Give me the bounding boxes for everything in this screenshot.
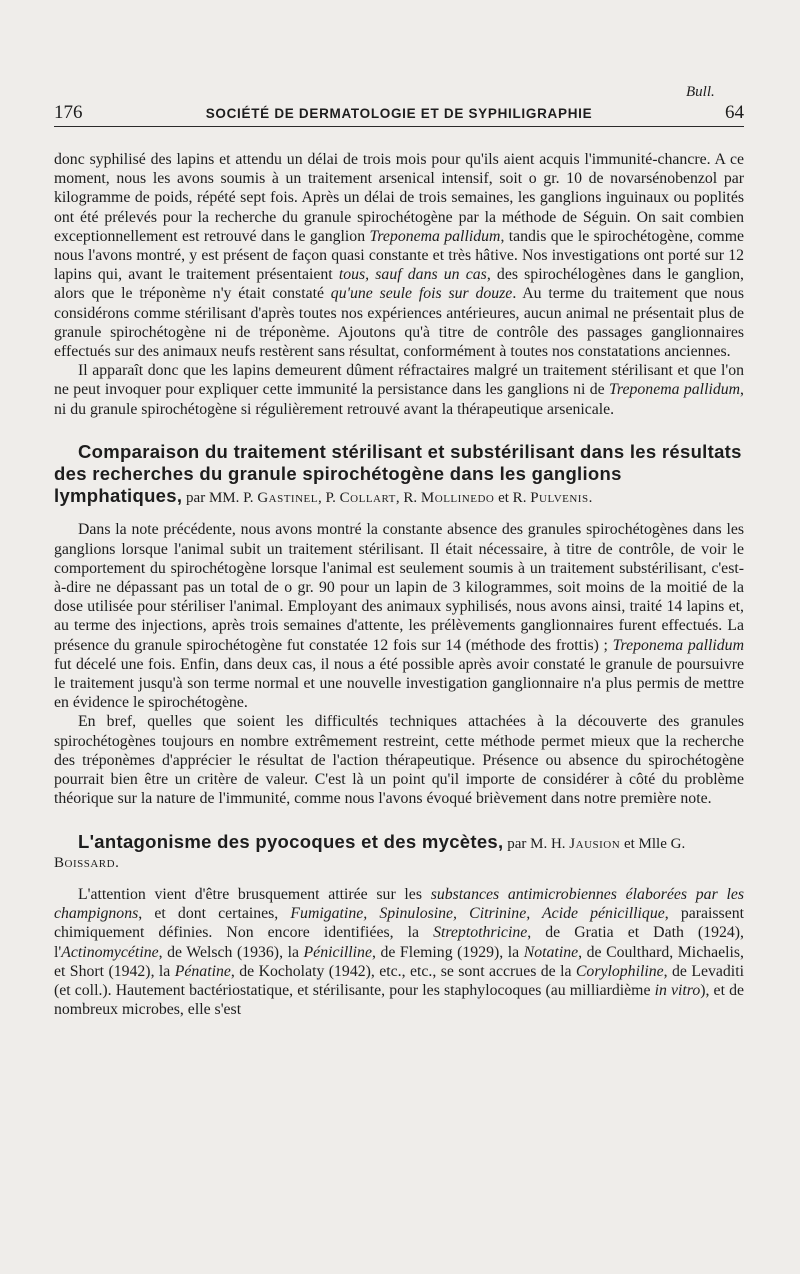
section-heading-antagonisme [54, 832, 744, 873]
text-run: L'attention vient d'être brusquement attirée sur les [78, 885, 431, 903]
text-run: , tandis que le spirochétogène, comme nous l'avons montré, y est présent de façon quasi constante et très hâtive. Nos investigations ont porté sur 12 lapins qui, avant le traitement présentaient [54, 227, 744, 284]
italic-run: Treponema pallidum [369, 227, 501, 245]
text-run: , de Kocholaty (1942), etc., etc., se sont accrues de la [230, 962, 576, 980]
author-name: Mollinedo [420, 490, 495, 507]
text-run: , des spirochélogènes dans le ganglion, alors que le tréponème n'y était constaté [54, 266, 744, 303]
italic-run: Treponema pallidum [612, 636, 744, 654]
text-run: , ni du granule spirochétogène si régulièrement retrouvé avant la thérapeutique arsenicale. [54, 381, 744, 418]
italic-run: Corylophiline [575, 962, 664, 980]
section-title: L'antagonisme des pyocoques et des mycètes, [78, 830, 504, 852]
author-prefix: par M. H. [507, 835, 566, 852]
italic-run: Notatine [523, 943, 579, 961]
author-separator: et Mlle G. [623, 835, 686, 852]
italic-run: qu'une seule fois sur douze [330, 285, 513, 303]
running-title: SOCIÉTÉ DE DERMATOLOGIE ET DE SYPHILIGRAPHIE [205, 106, 593, 121]
paragraph [54, 712, 744, 808]
text-run: , de Welsch (1936), la [158, 943, 304, 961]
text-run: Il apparaît donc que les lapins demeurent dûment réfractaires malgré un traitement stérilisant et que l'on ne peut invoquer pour expliquer cette immunité la persistance dans les ganglions ni de [54, 362, 744, 399]
article-body [54, 150, 744, 1019]
italic-run: in vitro [654, 981, 701, 999]
author-end: . [588, 490, 593, 507]
bulletin-mark: Bull. [686, 84, 715, 100]
author-end: . [115, 854, 119, 871]
text-run: En bref, quelles que soient les difficultés techniques attachées à la découverte des granules spirochétogènes toujours en nombre extrêmement restreint, cette méthode permet mieux que la recherche des tréponèmes d'apprécier le résultat de l'action thérapeutique. Présence ou absence du spirochétogène pourrait bien être un critère de valeur. C'est là un point qu'il importe de considérer à côté du problème théorique sur la nature de l'immunité, comme nous l'avons évoqué brièvement dans notre première note. [54, 713, 744, 808]
author-name: Pulvenis [530, 490, 589, 507]
paragraph [54, 361, 744, 419]
paragraph [54, 885, 744, 1019]
italic-run: tous, sauf dans un cas [338, 266, 487, 284]
text-run: , et dont certaines, [138, 905, 291, 923]
text-run: donc syphilisé des lapins et attendu un délai de trois mois pour qu'ils aient acquis l'immunité-chancre. A ce moment, nous les avons soumis à un traitement arsenical intensif, soit o gr. 10 de novarsénobenzol par kilogramme de poids, répété sept fois. Après un délai de trois semaines, les ganglions inguinaux ou poplités ont été prélevés pour la recherche du granule spirochétogène par la méthode de Séguin. On sait combien exceptionnellement est retrouvé dans le ganglion [54, 151, 744, 245]
text-run: , de Coulthard, Michaelis, et Short (1942), la [54, 943, 745, 980]
italic-run: Pénicilline [303, 943, 372, 961]
text-run: Dans la note précédente, nous avons montré la constante absence des granules spirochétogènes dans les ganglions lorsque l'animal subit un traitement stérilisant. Il était nécessaire, à titre de contrôle, de voir le comportement du spirochétogène lorsque l'animal est seulement soumis à un traitement substérilisant, c'est-à-dire ne dépassant pas un total de o gr. 90 pour un lapin de 3 kilogrammes, soit moins de la moitié de la dose utilisée pour stériliser l'animal. Employant des animaux syphilisés, nous avons ainsi, traité 14 lapins et, au terme des injections, après trois semaines d'attente, les prélèvements ganglionnaires furent effectués. La présence du granule spirochétogène fut constatée 12 fois sur 14 (méthode des frottis) ; [54, 521, 744, 654]
italic-run: Actinomycétine [61, 943, 159, 961]
italic-run: substances antimicrobiennes élaborées par les champignons [54, 885, 744, 923]
running-header [54, 102, 744, 127]
author-separator: et R. [498, 490, 527, 507]
text-run: fut décelé une fois. Enfin, dans deux cas, il nous a été possible après avoir constaté le granule de poursuivre le traitement jusqu'à son terme normal et une nouvelle investigation ganglionnaire n'a plus permis de mettre en évidence le spirochétogène. [54, 655, 744, 712]
author-prefix: par MM. P. [186, 490, 254, 507]
text-run: , de Fleming (1929), la [371, 943, 524, 961]
italic-run: Streptothricine [433, 924, 528, 942]
author-name: Collart [339, 490, 396, 507]
italic-run: Fumigatine, Spinulosine, Citrinine, Acide pénicillique [290, 905, 665, 923]
text-run: , de Levaditi (et coll.). Hautement bactériostatique, et stérilisante, pour les staphylocoques (au milliardième [54, 962, 744, 999]
author-name: Jausion [569, 835, 621, 852]
italic-run: Pénatine [174, 962, 231, 980]
text-run: . Au terme du traitement que nous considérons comme stérilisant d'après toutes nos expériences antérieures, aucun animal ne présentait plus de granule spirochétogène ni de tréponème. Ajoutons qu'à titre de contrôle des passages ganglionnaires effectués sur des animaux neufs restèrent sans résultat, conformément à toutes nos constatations anciennes. [54, 285, 744, 361]
author-separator: , R. [395, 490, 418, 507]
author-name: Gastinel [257, 490, 318, 507]
paragraph [54, 520, 744, 712]
text-run: , de Gratia et Dath (1924), l' [54, 924, 744, 961]
section-heading-comparaison [54, 442, 744, 509]
author-name: Boissard [54, 854, 116, 871]
text-run: ), et de nombreux microbes, elle s'est [54, 981, 744, 1019]
text-run: , paraissent chimiquement définies. Non encore identifiées, la [54, 905, 745, 942]
paragraph-continued [54, 150, 744, 361]
folio-number: 64 [725, 102, 744, 123]
author-separator: , P. [317, 490, 336, 507]
page-number: 176 [54, 102, 83, 123]
section-title: Comparaison du traitement stérilisant et substérilisant dans les résultats des recherches du granule spirochétogène dans les ganglions lymphatiques, [54, 440, 742, 507]
italic-run: Treponema pallidum [609, 381, 741, 399]
